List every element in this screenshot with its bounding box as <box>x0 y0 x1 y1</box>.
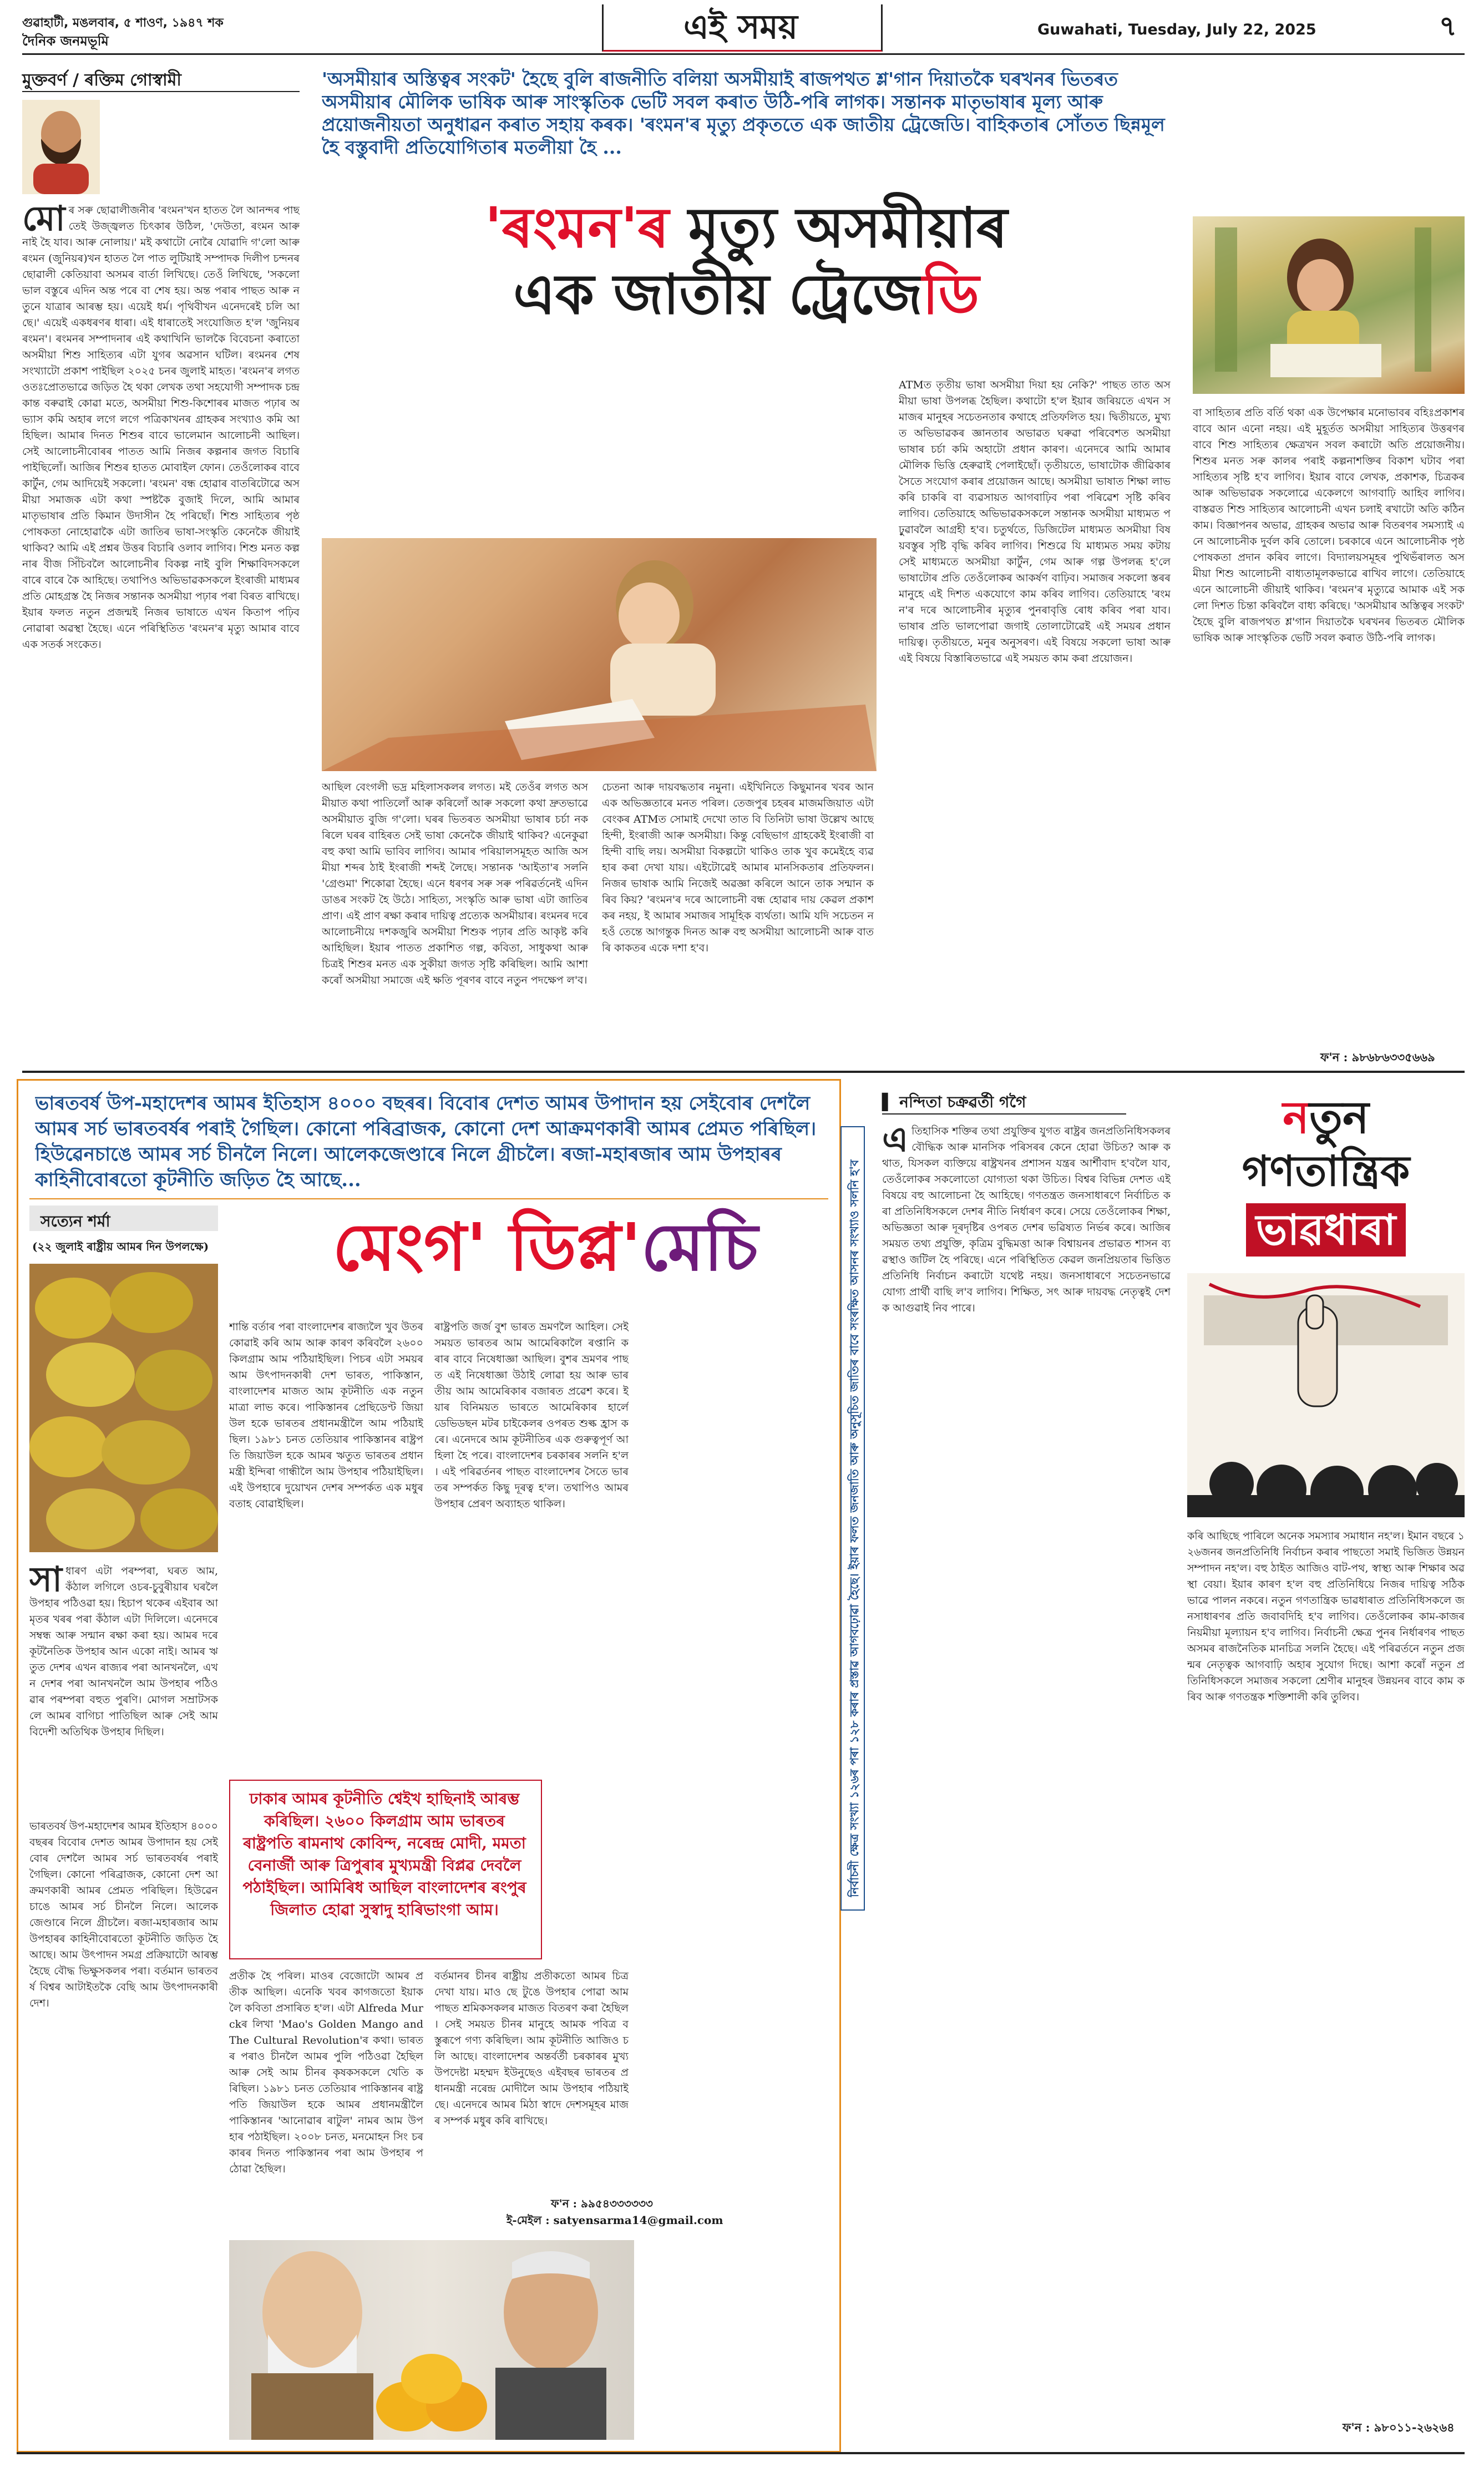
article3-col1-body: তিহাসিক শক্তিৰ তথা প্ৰযুক্তিৰ যুগত ৰাষ্ট্ৰৰ জনপ্ৰতিনিধিসকলৰ বৌদ্ধিক আৰু মানসিক পৰিসৰৰ কেনে হোৱা উচিত? আৰু কথাত, যিসকল ব্যক্তিয়ে ৰাষ্ট্ৰখনৰ প্ৰশাসন যন্ত্ৰৰ আৰ্শীবাদ হ'বলৈ যাব, তেওঁলোকৰ সকলোতো যোগ্যতা থকা উচিত। বিশ্বৰ বিভিন্ন দেশত এই বিষয়ে বহু আলোচনা হৈ আহিছে। গণতন্ত্ৰত জনসাধাৰণে নিৰ্বাচিত কৰা প্ৰতিনিধিসকলে দেশৰ নীতি নিৰ্ধাৰণ কৰে। সেয়ে তেওঁলোকৰ শিক্ষা, অভিজ্ঞতা আৰু দূৰদৃষ্টিৰ ওপৰত দেশৰ ভৱিষ্যত নিৰ্ভৰ কৰে। আজিৰ সময়ত তথ্য প্ৰযুক্তি, কৃত্ৰিম বুদ্ধিমত্তা আৰু বিশ্বায়নৰ প্ৰভাৱত শাসন ব্যৱস্থাও জটিল হৈ পৰিছে। এনে পৰিস্থিতিত কেৱল জনপ্ৰিয়তাৰ ভিত্তিত প্ৰতিনিধি নিৰ্বাচন কৰাটো যথেষ্ট নহয়। জনসাধাৰণে সচেতনভাৱে যোগ্য প্ৰাৰ্থী বাছি ল'ব লাগিব। শিক্ষিত, সৎ আৰু দায়বদ্ধ নেতৃত্বই দেশক আগুৱাই নিব পাৰে। <box>882 1125 1171 1314</box>
article3-column-1 <box>882 1123 1171 2433</box>
left-dateline: গুৱাহাটী, মঙলবাৰ, ৫ শাওণ, ১৯৪৭ শক <box>22 16 224 30</box>
tag-separator: / <box>73 70 85 90</box>
deck: 'অসমীয়াৰ অস্তিত্বৰ সংকট' হৈছে বুলি ৰাজনীতি বলিয়া অসমীয়াই ৰাজপথত শ্ল'গান দিয়াতকৈ ঘৰখনৰ ভিতৰত অসমীয়াৰ মৌলিক ভাষিক আৰু সাংস্কৃতিক ভেটি সবল কৰাত উঠি-পৰি লাগক। সন্তানক মাতৃভাষাৰ মূল্য আৰু প্ৰয়োজনীয়তা অনুধাৱন কৰাত সহায় কৰক। 'ৰংমন'ৰ মৃত্যু প্ৰকৃততে এক জাতীয় ট্ৰেজেডি। বাহিকতাৰ সোঁতত ছিন্নমূল হৈ বস্তুবাদী প্ৰতিযোগিতাৰ মতলীয়া হৈ ... <box>322 68 1165 158</box>
article3-col1-text <box>882 1123 1171 2433</box>
article1-column-4: ATMত তৃতীয় ভাষা অসমীয়া দিয়া হয় নেকি?' পাছত তাত অসমীয়া ভাষা উপলব্ধ হৈছিল। কথাটো হ'ল ইয়াৰ জৰিয়তে এখন সমাজৰ মানুহৰ সচেতনতাৰ কথাহে প্ৰতিফলিত হয়। দ্বিতীয়তে, মুখ্যত অভিভাৱকৰ জ্ঞানতাৰ অভাৱত ঘৰুৱা পৰিবেশত অসমীয়া ভাষাৰ চৰ্চা কমি অহাটো প্ৰধান কাৰণ। এনেদৰে আমি আমাৰ মৌলিক ভিত্তি হেৰুৱাই পেলাইছোঁ। তৃতীয়তে, ভাষাটোক জীৱিকাৰ সৈতে সংযোগ কৰাৰ প্ৰয়োজন আছে। অসমীয়া ভাষাত শিক্ষা লাভ কৰি চাকৰি বা ব্যৱসায়ত আগবাঢ়িব পৰা পৰিৱেশ সৃষ্টি কৰিব লাগিব। তেতিয়াহে অভিভাৱকসকলে সন্তানক অসমীয়া মাধ্যমত পঢ়ুৱাবলৈ আগ্ৰহী হ'ব। চতুৰ্থতে, ডিজিটেল মাধ্যমত অসমীয়া বিষয়বস্তুৰ সৃষ্টি বৃদ্ধি কৰিব লাগিব। শিশুৱে যি মাধ্যমত সময় কটায় সেই মাধ্যমতে অসমীয়া কাৰ্টুন, গেম আৰু গল্প উপলব্ধ হ'লে ভাষাটোৰ প্ৰতি তেওঁলোকৰ আকৰ্ষণ বাঢ়িব। সমাজৰ সকলো স্তৰৰ মানুহে এই দিশত একযোগে কাম কৰিব লাগিব। তেতিয়াহে 'ৰংমন'ৰ দৰে আলোচনীৰ মৃত্যুৰ পুনৰাবৃত্তি ৰোধ কৰিব পৰা যাব। ভাষাৰ প্ৰতি ভালপোৱা জগাই তোলাটোৱেই এই সময়ৰ প্ৰধান দায়িত্ব। তৃতীয়তে, মনুৰ অনুসৰণ। এই বিষয়ে সকলো ভাষা আৰু এই বিষয়ে বিস্তাৰিতভাৱে এই সময়ত কাম কৰা প্ৰয়োজন। <box>899 379 1171 665</box>
headline-3-line1 <box>1187 1090 1465 1144</box>
author-separator: ▌ <box>882 1093 894 1111</box>
article2-col1-body: ধাৰণ এটা পৰম্পৰা, ঘৰত আম, কঁঠাল লগিলে ওচৰ-চুবুৰীয়াৰ ঘৰলৈ উপহাৰ পঠিওৱা হয়। হিচাপ থকেৰ এইবাৰ আমৃতৰ খৰৰ পৰা কঁঠাল এটা দিলিলে। এনেদৰে সম্বন্ধ আৰু সন্মান ৰক্ষা কৰা হয়। আমৰ দৰে কূটনৈতিক উপহাৰ আন একো নাই। আমৰ ঋতুত দেশৰ এখন ৰাজ্যৰ পৰা আনখনলৈ, এখন দেশৰ পৰা আনখনলৈ আম উপহাৰ পঠিওৱাৰ পৰম্পৰা বহুত পুৰণি। মোগল সম্ৰাটসকলে আমৰ বাগিচা পাতিছিল আৰু সেই আম বিদেশী অতিথিক উপহাৰ দিছিল। <box>29 1565 218 1738</box>
mangoes-svg <box>29 1264 218 1552</box>
mango-author: সত্যেন শৰ্মা <box>40 1212 110 1230</box>
article-rongmon <box>0 55 1484 1071</box>
pull-quote: ঢাকাৰ আমৰ কূটনীতি শ্বেইখ হাছিনাই আৰম্ভ কৰিছিল। ২৬০০ কিলগ্ৰাম আম ভাৰতৰ ৰাষ্ট্ৰপতি ৰামনাথ কোবিন্দ, নৰেন্দ্ৰ মোদী, মমতা বেনাৰ্জী আৰু ত্ৰিপুৰাৰ মুখ্যমন্ত্ৰী বিপ্লৱ দেবলৈ পঠাইছিল। আমিৰিধ আছিল বাংলাদেশৰ ৰংপুৰ জিলাত হোৱা সুস্বাদু হাৰিভাংগা আম। <box>242 1790 526 1919</box>
article3-column-2: কৰি আছিছে পাৰিলে অনেক সমস্যাৰ সমাধান নহ'ল। ইমান বছৰে ১২৬জনৰ জনপ্ৰতিনিধি নিৰ্বাচন কৰাৰ পাছতো সমাই ভিজিত উন্নয়ন সম্পাদন নহ'ল। বহু ঠাইত আজিও বাট-পথ, স্বাস্থ্য আৰু শিক্ষাৰ অৱস্থা বেয়া। ইয়াৰ কাৰণ হ'ল বহু প্ৰতিনিধিয়ে নিজৰ দায়িত্ব সঠিকভাৱে পালন নকৰে। নতুন গণতান্ত্ৰিক ভাৱধাৰাত প্ৰতিনিধিসকলে জনসাধাৰণৰ প্ৰতি জবাবদিহি হ'ব লাগিব। তেওঁলোকৰ কাম-কাজৰ নিয়মীয়া মূল্যায়ন হ'ব লাগিব। নিৰ্বাচনী ক্ষেত্ৰ পুনৰ নিৰ্ধাৰণৰ পাছত অসমৰ ৰাজনৈতিক মানচিত্ৰ সলনি হৈছে। এই পৰিৱৰ্তনে নতুন প্ৰজন্মৰ নেতৃত্বক আগবাঢ়ি অহাৰ সুযোগ দিছে। আশা কৰোঁ নতুন প্ৰতিনিধিসকলে সমাজৰ সকলো শ্ৰেণীৰ মানুহৰ উন্নয়নৰ বাবে কাম কৰিব আৰু গণতন্ত্ৰক শক্তিশালী কৰি তুলিব। <box>1187 1530 1465 1703</box>
headline-rest-2: এক জাতীয় ট্ৰেজে <box>513 261 923 327</box>
headline-line-1 <box>322 194 1171 261</box>
mango-contact-phone: ফ'ন : ৯৯৫৪৩৩৩৩৩৩ <box>551 2197 653 2210</box>
article2-column-6: বৰ্তমানৰ চীনৰ ৰাষ্ট্ৰীয় প্ৰতীকতো আমৰ চিত্ৰ দেখা যায়। মাও ছে টুঙে উপহাৰ পোৱা আম পাছত শ্ৰমিকসকলৰ মাজত বিতৰণ কৰা হৈছিল। সেই সময়ত চীনৰ মানুহে আমক পবিত্ৰ বস্তুৰূপে গণ্য কৰিছিল। আম কূটনীতি আজিও চলি আছে। বাংলাদেশৰ অন্তৰ্বৰ্তী চৰকাৰৰ মুখ্য উপদেষ্টা মহম্মদ ইউনুছেও এইবছৰ ভাৰতৰ প্ৰধানমন্ত্ৰী নৰেন্দ্ৰ মোদীলৈ আম উপহাৰ পঠিয়াইছে। এনেদৰে আমৰ মিঠা স্বাদে দেশসমূহৰ মাজৰ সম্পৰ্ক মধুৰ কৰি ৰাখিছে। <box>434 1970 629 2127</box>
article-mango-diplomacy <box>17 1079 841 2453</box>
child-reading-svg <box>322 538 877 771</box>
author-tag <box>882 1090 1026 1116</box>
author-rule <box>882 1113 1126 1115</box>
child-reading-photo <box>322 538 877 771</box>
article-democratic-ideas <box>849 1079 1465 2449</box>
footer-rule <box>17 2452 1465 2454</box>
section-title: এই সময় <box>683 8 798 47</box>
headline-3-word1: তুন <box>1309 1091 1369 1143</box>
headline-line-2 <box>322 261 1171 327</box>
author-portrait-svg <box>22 100 100 194</box>
dropcap: মো <box>22 202 65 239</box>
vertical-note: নিৰ্বাচনী ক্ষেত্ৰ সংখ্যা ১২৬ৰ পৰা ১২৮ কৰাৰ প্ৰস্তাৱ আগবঢ়োৱা হৈছে। ইয়াৰ ফলত জনজাতি আৰু অনুসূচিত জাতিৰ বাবে সংৰক্ষিত আসনৰ সংখ্যাও সলনি হ'ব <box>847 1159 861 1897</box>
headline-rongmon <box>322 194 1171 327</box>
article2-column-4: ৰাষ্ট্ৰপতি জৰ্জ বুশ ভাৰত ভ্ৰমণলৈ আহিল। সেই সময়ত ভাৰতৰ আম আমেৰিকালৈ ৰপ্তানি কৰাৰ বাবে নিষেধাজ্ঞা আছিল। বুশৰ ভ্ৰমণৰ পাছত এই নিষেধাজ্ঞা উঠাই লোৱা হয় আৰু ভাৰতীয় আম আমেৰিকাৰ বজাৰত প্ৰৱেশ কৰে। ইয়াৰ বিনিময়ত ভাৰতে আমেৰিকাৰ হাৰ্লে ডেভিডছন মটৰ চাইকেলৰ ওপৰত শুল্ক হ্ৰাস কৰে। এনেদৰে আম কূটনীতিৰ এক গুৰুত্বপূৰ্ণ আহিলা হৈ পৰে। বাংলাদেশৰ চৰকাৰৰ সলনি হ'ল। এই পৰিৱৰ্তনৰ পাছত বাংলাদেশৰ সৈতে ভাৰতৰ সম্পৰ্কত কিছু দূৰত্ব হ'ল। তথাপিও আমৰ উপহাৰ প্ৰেৰণ অব্যাহত থাকিল। <box>434 1321 629 1510</box>
mango-headline <box>268 1205 823 1289</box>
mango-intro: ভাৰতবৰ্ষ উপ-মহাদেশৰ আমৰ ইতিহাস ৪০০০ বছৰৰ। বিবোৰ দেশত আমৰ উপাদান হয় সেইবোৰ দেশলৈ আমৰ সৰ্চ ভাৰতবৰ্ষৰ পৰাই গৈছিল। কোনো পৰিব্ৰাজক, কোনো দেশ আক্ৰমণকাৰী আমৰ প্ৰেমত পৰিছিল। হিউৱেনচাঙে আমৰ সৰ্চ চীনলৈ নিলে। আলেকজেণ্ডাৰে নিলে গ্ৰীচলৈ। ৰজা-মহাৰজাৰ আম উপহাৰৰ কাহিনীবোৰতো কূটনীতি জড়িত হৈ আছে... <box>35 1092 817 1191</box>
article1-column-5: বা সাহিত্যৰ প্ৰতি বৰ্তি থকা এক উপেক্ষাৰ মনোভাবৰ বহিঃপ্ৰকাশৰ বাবে আন এনো নহয়। এই মুহূৰ্তত অসমীয়া সাহিত্যৰ উত্তৰণৰ বাবে শিশু সাহিত্যৰ ক্ষেত্ৰখন সবল কৰাটো অতি প্ৰয়োজনীয়। শিশুৰ মনত সৰু কালৰ পৰাই কল্পনাশক্তিৰ বিকাশ ঘটাব পৰা সাহিত্যৰ সৃষ্টি হ'ব লাগিব। ইয়াৰ বাবে লেখক, প্ৰকাশক, চিত্ৰকৰ আৰু অভিভাৱক সকলোৱে একেলগে আগবাঢ়ি আহিব লাগিব। বাস্তৱত শিশু সাহিত্যৰ আলোচনী এখন চলাই ৰখাটো অতি কঠিন কাম। বিজ্ঞাপনৰ অভাৱ, গ্ৰাহকৰ অভাৱ আৰু বিতৰণৰ সমস্যাই এনে আলোচনীক দুৰ্বল কৰি তোলে। চৰকাৰে এনে আলোচনীক পৃষ্ঠপোষকতা প্ৰদান কৰিব লাগে। বিদ্যালয়সমূহৰ পুথিভঁৰালত অসমীয়া শিশু আলোচনী বাধ্যতামূলকভাৱে ৰাখিব লাগে। তেতিয়াহে এনে আলোচনী জীয়াই থাকিব। 'ৰংমন'ৰ মৃত্যুৱে আমাক এই সকলো দিশত চিন্তা কৰিবলৈ বাধ্য কৰিছে। 'অসমীয়াৰ অস্তিত্বৰ সংকট' হৈছে বুলি ৰাজপথত শ্ল'গান দিয়াতকৈ ঘৰখনৰ ভিতৰত মৌলিক ভাষিক আৰু সাংস্কৃতিক ভেটি সবল কৰাত উঠি-পৰি লাগক। <box>1193 407 1465 644</box>
page-number: ৭ <box>1439 9 1457 42</box>
headline-3-line3: ভাৱধাৰা <box>1255 1205 1396 1254</box>
author-photo <box>22 100 100 194</box>
headline-accent: ডি <box>922 261 980 327</box>
article1-col1-body: ৰ সৰু ছোৱালীজনীৰ 'ৰংমন'খন হাতত লৈ আনন্দৰ পাছতেই উজ্জ্বলত চিৎকাৰ উঠিল, 'দেউতা, ৰংমন আৰু নাই হৈ যাব। আৰু নোলায়।' মই কথাটো নোৰৈ যোৱাদি গ'লো আৰু ৰংমন (জুনিয়ৰ)খন হাতত লৈ পাত লুটিয়াই সম্পাদক দিলীপ চন্দনৰ ছোৱালী কেতিয়াবা অসমৰ বাৰ্তা লিখিছে। তেওঁ লিখিছে, 'সকলো ভাল বস্তুৰে এদিন অন্ত পৰে বা শেষ হয়। অন্ত পৰাৰ পাছত আৰু নতুনে যাত্ৰাৰ আৰম্ভ হয়। এয়েই ধৰ্ম। পৃথিবীখন এনেদৰেই চলি আছে।' এয়েই একধৰণৰ ধাৰা। এই ধাৰাতেই সংযোজিত হ'ল 'জুনিয়ৰ ৰংমন'। ৰংমনৰ সম্পাদনাৰ এই কথাখিনি ভালকৈ বিবেচনা কৰাতো অসমীয়া শিশু সাহিত্যৰ এটা যুগৰ অৱসান ঘটিল। ৰংমনৰ শেষ সংখ্যাটো প্ৰকাশ পাইছিল ২০২৫ চনৰ জুলাই মাহত। 'ৰংমন'ৰ লগত ওতঃপ্ৰোতভাৱে জড়িত হৈ থকা লেখক তথা সহযোগী সম্পাদক চন্দ্ৰকান্ত বৰুৱাই কোৱা মতে, অসমীয়া শিশু-কিশোৰৰ মাজত পঢ়াৰ অভ্যাস কমি অহাৰ লগে লগে পত্ৰিকাখনৰ গ্ৰাহকৰ সংখ্যাও কমি আহিছিল। আমাৰ দিনত শিশুৰ বাবে ভালেমান আলোচনী আছিল। সেই আলোচনীবোৰৰ পাতত আমি নিজৰ কল্পনাৰ জগত বিচাৰি পাইছিলোঁ। আজিৰ শিশুৰ হাতত মোবাইল ফোন। তেওঁলোকৰ বাবে কাৰ্টুন, গেম আদিয়েই সকলো। 'ৰংমন' বন্ধ হোৱাৰ বাতৰিটোৱে অসমীয়া সমাজক এটা কথা স্পষ্টকৈ বুজাই দিলে, আমি আমাৰ মাতৃভাষাৰ প্ৰতি কিমান উদাসীন হৈ পৰিছোঁ। শিশু সাহিত্যৰ পৃষ্ঠপোষকতা নোহোৱাকৈ এটা জাতিৰ ভাষা-সংস্কৃতি কেনেকৈ জীয়াই থাকিব? আমি এই প্ৰশ্নৰ উত্তৰ বিচাৰি ওলাব লাগিব। শিশু মনত কল্পনাৰ বীজ সিঁচিবলৈ আলোচনীৰ বিকল্প নাই বুলি শিক্ষাবিদসকলে বাৰে বাৰে কৈ আহিছে। তথাপিও অভিভাৱকসকলে ইংৰাজী মাধ্যমৰ প্ৰতি মোহগ্ৰস্ত হৈ নিজৰ সন্তানক অসমীয়া পঢ়াৰ পৰা বিৰত ৰাখিছে। ইয়াৰ ফলত নতুন প্ৰজন্মই নিজৰ ভাষাতে এখন কিতাপ পঢ়িব নোৱাৰা অৱস্থা হৈছে। এনে পৰিস্থিতিত 'ৰংমন'ৰ মৃত্যু আমাৰ বাবে এক সতৰ্ক সংকেত। <box>22 204 300 651</box>
article2-col1-text <box>29 1563 218 1807</box>
right-dateline: Guwahati, Tuesday, July 22, 2025 <box>1037 21 1316 38</box>
article1-col1-text <box>22 202 300 1068</box>
headline-3-line2: গণতান্ত্ৰিক <box>1242 1146 1410 1195</box>
headline-3-accent: ন <box>1283 1091 1309 1143</box>
mango-note: (২২ জুলাই ৰাষ্ট্ৰীয় আমৰ দিন উপলক্ষে) <box>32 1240 209 1253</box>
article1-column-3: চেতনা আৰু দায়বদ্ধতাৰ নমুনা। এইখিনিতে কিছুমানৰ খবৰ আন এক অভিজ্ঞতাৰে মনত পৰিল। তেজপুৰ চহৰৰ মাজমজিয়াত এটা বেংকৰ ATMত সোমাই দেখো তাত বি তিনিটা ভাষা উল্লেখ আছে হিন্দী, ইংৰাজী আৰু অসমীয়া। কিন্তু বেছিভাগ গ্ৰাহকেই ইংৰাজী বা হিন্দী বাছি লয়। অসমীয়া বিকল্পটো থাকিও তাক খুব কমেইহে ব্যৱহাৰ কৰা দেখা যায়। এইটোৱেই আমাৰ মানসিকতাৰ প্ৰতিফলন। নিজৰ ভাষাক আমি নিজেই অৱজ্ঞা কৰিলে আনে তাক সন্মান কৰিব কিয়? 'ৰংমন'ৰ দৰে আলোচনী বন্ধ হোৱাৰ দায় কেৱল প্ৰকাশকৰ নহয়, ই আমাৰ সমাজৰ সামূহিক ব্যৰ্থতা। আমি যদি সচেতন নহওঁ তেন্তে আগন্তুক দিনত আৰু বহু অসমীয়া আলোচনী আৰু বাতৰি কাকতৰ একে দশা হ'ব। <box>602 781 874 954</box>
author-name: ৰক্তিম গোস্বামী <box>84 70 181 90</box>
mango-basket-photo <box>29 1264 218 1552</box>
article1-column-2: আছিল বেংগলী ভদ্ৰ মহিলাসকলৰ লগত। মই তেওঁৰ লগত অসমীয়াত কথা পাতিলোঁ আৰু কৰিলোঁ আৰু সকলো কথা দ্ৰুতভাৱে অসমীয়াত বুজি গ'লো। ঘৰৰ ভিতৰত অসমীয়া ভাষাৰ চৰ্চা নকৰিলে ঘৰৰ বাহিৰত সেই ভাষা কেনেকৈ জীয়াই থাকিব? এনেকুৱা বহু কথা আমি ভাবিব লাগিব। আমাৰ পৰিয়ালসমূহত আজি অসমীয়া শব্দৰ ঠাই ইংৰাজী শব্দই লৈছে। সন্তানক 'আইতা'ৰ সলনি 'গ্ৰেণ্ডমা' শিকোৱা হৈছে। এনে ধৰণৰ সৰু সৰু পৰিৱৰ্তনেই এদিন ডাঙৰ সংকট হৈ উঠে। সাহিত্য, সংস্কৃতি আৰু ভাষা এটা জাতিৰ প্ৰাণ। এই প্ৰাণ ৰক্ষা কৰাৰ দায়িত্ব প্ৰত্যেক অসমীয়াৰ। ৰংমনৰ দৰে আলোচনীয়ে দশকজুৰি অসমীয়া শিশুক পঢ়াৰ প্ৰতি আকৃষ্ট কৰি আহিছিল। ইয়াৰ পাতত প্ৰকাশিত গল্প, কবিতা, সাধুকথা আৰু চিত্ৰই শিশুৰ মনত এক সুকীয়া জগত সৃষ্টি কৰিছিল। আমি আশা কৰোঁ অসমীয়া সমাজে এই ক্ষতি পূৰণৰ বাবে নতুন পদক্ষেপ ল'ব। <box>322 781 588 986</box>
article2-column-2: ভাৰতবৰ্ষ উপ-মহাদেশৰ আমৰ ইতিহাস ৪০০০ বছৰৰ বিবোৰ দেশত আমৰ উপাদান হয় সেইবোৰ দেশলৈ আমৰ সৰ্চ ভাৰতবৰ্ষৰ পৰাই গৈছিল। কোনো পৰিব্ৰাজক, কোনো দেশ আক্ৰমণকাৰী আমৰ প্ৰেমত পৰিছিল। হিউৱেনচাঙে আমৰ সৰ্চ চীনলৈ নিলে। আলেকজেণ্ডাৰে নিলে গ্ৰীচলৈ। ৰজা-মহাৰজাৰ আম উপহাৰৰ কাহিনীবোৰতো কূটনীতি জড়িত হৈ আছে। আম উৎপাদন সমগ্ৰ প্ৰক্ৰিয়াটো আৰম্ভ হৈছে বৌদ্ধ ভিক্ষুসকলৰ পৰা। বৰ্তমান ভাৰতবৰ্ষ বিশ্বৰ আটাইতকৈ বেছি আম উৎপাদনকাৰী দেশ। <box>29 1820 218 2009</box>
democracy-headline <box>1187 1090 1465 1257</box>
left-paper-name: দৈনিক জনমভূমি <box>22 33 109 49</box>
masthead <box>0 0 1484 55</box>
column-tag-label: মুক্তবৰ্ণ <box>22 70 67 90</box>
headline-rongmon-word: 'ৰংমন'ৰ <box>484 195 669 260</box>
voting-svg <box>1187 1273 1465 1517</box>
headline-rest-1: মৃত্যু অসমীয়াৰ <box>668 195 1008 260</box>
leaders-with-mangoes-photo <box>229 2240 634 2440</box>
headline-diplo-word: ডিপ্ল' <box>487 1208 641 1285</box>
dropcap-democracy: এ <box>882 1123 909 1159</box>
mango-contact-email: ই-মেইল : satyensarma14@gmail.com <box>507 2213 723 2227</box>
article2-column-3: শান্তি বৰ্তাৰ পৰা বাংলাদেশৰ ৰাজ্যলৈ খুব উতৰ কোৱাই কৰি আম আৰু কাৰণ কৰিবলৈ ২৬০০ কিলগ্ৰাম আম পঠিয়াইছিল। পিচৰ এটা সময়ৰ আম উৎপাদনকাৰী দেশ ভাৰত, পাকিস্তান, বাংলাদেশৰ মাজত আম কূটনীতি এক নতুন মাত্ৰা লাভ কৰে। পাকিস্তানৰ প্ৰেছিডেণ্ট জিয়া উল হকে ভাৰতৰ প্ৰধানমন্ত্ৰীলৈ আম পঠিয়াইছিল। ১৯৮১ চনত তেতিয়াৰ পাকিস্তানৰ ৰাষ্ট্ৰপতি জিয়াউল হকে আমৰ ঋতুত ভাৰতৰ প্ৰধানমন্ত্ৰী ইন্দিৰা গান্ধীলৈ আম উপহাৰ পঠিয়াইছিল। এই উপহাৰে দুয়োখন দেশৰ সম্পৰ্কত এক মধুৰ বতাহ বোৱাইছিল। <box>229 1321 423 1510</box>
voting-illustration <box>1187 1273 1465 1517</box>
tag-rule <box>22 91 300 92</box>
article1-column-1 <box>22 202 300 1068</box>
article2-column-5: প্ৰতীক হৈ পৰিল। মাওৰ বেজোটো আমৰ প্ৰতীক আছিল। এনেকি খবৰ কাগজতো ইয়াক লৈ কবিতা প্ৰসাৰিত হ'ল। এটা Alfreda Murckৰ লিখা 'Mao's Golden Mango and The Cultural Revolution'ৰ কথা। ভাৰতৰ পৰাও চীনলৈ আমৰ পুলি পঠিওৱা হৈছিল আৰু সেই আম চীনৰ কৃষকসকলে খেতি কৰিছিল। ১৯৮১ চনত তেতিয়াৰ পাকিস্তানৰ ৰাষ্ট্ৰপতি জিয়াউল হকে আমৰ প্ৰধানমন্ত্ৰীলৈ পাকিস্তানৰ 'আনোৱাৰ ৰাটুল' নামৰ আম উপহাৰ পঠাইছিল। ২০০৮ চনত, মনমোহন সিং চৰকাৰৰ দিনত পাকিস্তানৰ পৰা আম উপহাৰ পঠোৱা হৈছিল। <box>229 1970 423 2175</box>
girl-reading-illustration <box>1193 216 1465 394</box>
girl-reading-svg <box>1193 216 1465 394</box>
intro-rule <box>29 1198 828 1199</box>
article1-contact: ফ'ন : ৯৮৬৮৬৩৩৫৬৬৯ <box>1320 1050 1435 1064</box>
separator-1 <box>22 1071 1465 1073</box>
masthead-rule <box>22 53 1465 55</box>
article3-author: নন্দিতা চক্ৰৱৰ্তী গগৈ <box>899 1093 1026 1111</box>
headline-mango-word: মেংগ' <box>332 1208 487 1285</box>
leaders-svg <box>229 2240 634 2440</box>
headline-3-line3-box <box>1246 1203 1406 1257</box>
dropcap-mango: সা <box>29 1563 62 1599</box>
headline-macy-word: মেচি <box>641 1208 758 1285</box>
article2-column-1 <box>29 1563 218 1807</box>
article3-contact: ফ'ন : ৯৮০১১-২৬২৬৪ <box>1343 2420 1455 2434</box>
